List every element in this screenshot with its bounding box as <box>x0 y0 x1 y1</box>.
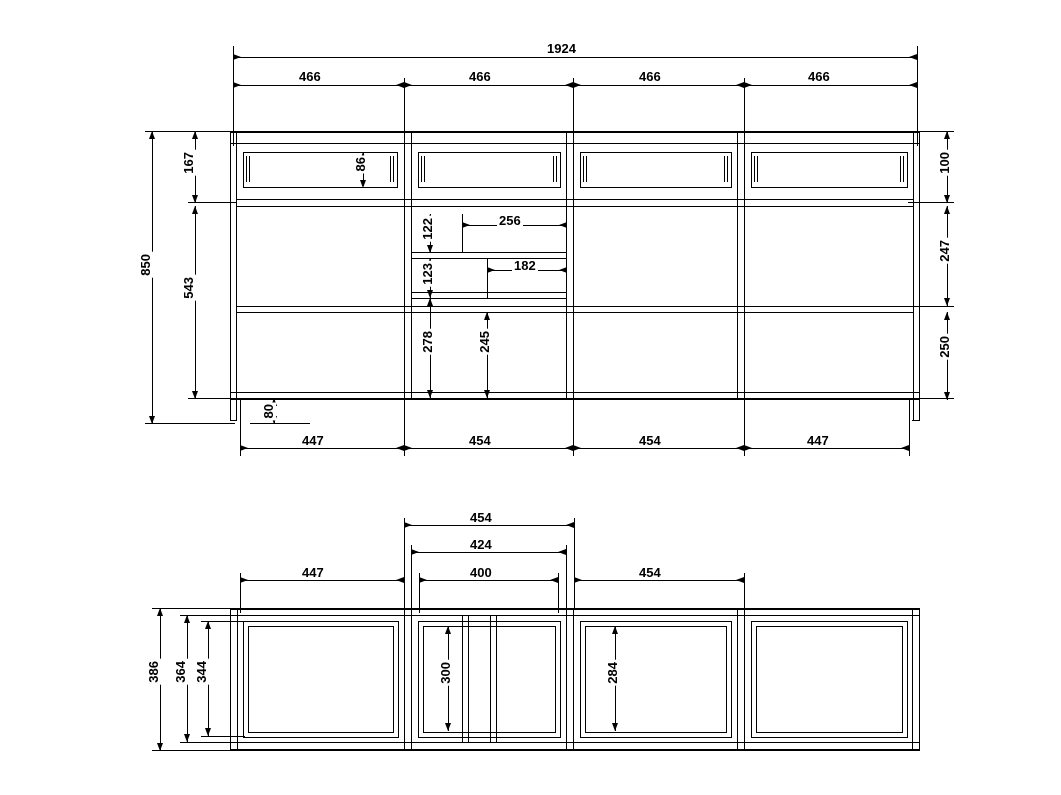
arrow-left <box>736 577 744 583</box>
arrow-left <box>566 522 574 528</box>
ext-line <box>145 423 235 424</box>
arrow-down <box>205 728 211 736</box>
dim-bottom-4: 447 <box>807 433 829 448</box>
inner-shelf-a <box>411 252 567 253</box>
dim-122: 122 <box>420 218 435 240</box>
dim-123: 123 <box>420 263 435 285</box>
arrow-right <box>573 82 581 88</box>
drawer-slide-tick <box>393 156 394 182</box>
arrow-left <box>736 82 744 88</box>
plan-top-edge-2 <box>230 615 920 616</box>
arrow-right <box>240 445 248 451</box>
ext-line <box>566 545 567 611</box>
ext-line <box>240 573 241 613</box>
dim-line-plan-447 <box>240 580 404 581</box>
dim-line-plan-424 <box>411 552 566 553</box>
arrow-left <box>396 82 404 88</box>
ext-line <box>908 306 954 307</box>
dim-256: 256 <box>499 213 521 228</box>
drawer-slide-tick <box>246 156 247 182</box>
drawer-slide-tick <box>249 156 250 182</box>
dim-top-4: 466 <box>808 69 830 84</box>
dim-line-543 <box>195 206 196 399</box>
plan-divider-1-right <box>411 608 412 749</box>
ext-line <box>908 202 954 203</box>
arrow-down <box>427 290 433 298</box>
arrow-left <box>901 445 909 451</box>
plan-right-edge-2 <box>912 608 913 751</box>
drawer-slide-tick <box>724 156 725 182</box>
arrow-up <box>205 621 211 629</box>
drawer-slide-tick <box>586 156 587 182</box>
arrow-left <box>559 267 567 273</box>
arrow-right <box>233 54 241 60</box>
dim-bottom-2: 454 <box>469 433 491 448</box>
arrow-up <box>149 131 155 139</box>
drawer-slide-tick <box>900 156 901 182</box>
ext-line <box>744 573 745 613</box>
dim-386: 386 <box>146 661 161 683</box>
divider-2-right <box>573 131 574 398</box>
ext-line <box>908 398 954 399</box>
shelf-mid <box>236 306 913 307</box>
arrow-right <box>573 445 581 451</box>
plan-door-panel-4-inner <box>756 626 903 733</box>
ext-line <box>411 545 412 611</box>
ext-line <box>180 742 236 743</box>
ext-line <box>574 518 575 608</box>
ext-line <box>152 608 234 609</box>
dim-100: 100 <box>937 152 952 174</box>
arrow-left <box>909 82 917 88</box>
plan-divider-2-left <box>566 608 567 749</box>
arrow-left <box>550 577 558 583</box>
dim-86: 86 <box>353 157 368 172</box>
shelf-drawer-bottom-2 <box>236 206 913 207</box>
cabinet-right-inner-edge <box>913 131 914 421</box>
arrow-up <box>944 131 950 139</box>
arrow-down <box>445 723 451 731</box>
arrow-down <box>484 390 490 398</box>
ext-line <box>404 518 405 608</box>
arrow-left <box>909 54 917 60</box>
ext-line <box>201 621 245 622</box>
drawer-slide-tick <box>553 156 554 182</box>
dim-543: 543 <box>181 277 196 299</box>
drawer-slide-tick <box>727 156 728 182</box>
arrow-up <box>944 312 950 320</box>
ext-line <box>201 736 245 737</box>
inner-shelf-a2 <box>411 258 567 259</box>
arrow-right <box>233 82 241 88</box>
shelf-mid-2 <box>236 312 913 313</box>
arrow-up <box>612 626 618 634</box>
dim-167: 167 <box>181 152 196 174</box>
ext-line <box>188 398 236 399</box>
dim-278: 278 <box>420 331 435 353</box>
dim-top-1: 466 <box>299 69 321 84</box>
arrow-down <box>427 390 433 398</box>
plan-bottom-edge-2 <box>230 742 920 743</box>
arrow-left <box>559 222 567 228</box>
arrow-up <box>427 298 433 306</box>
arrow-up <box>157 608 163 616</box>
arrow-left <box>736 445 744 451</box>
dim-364: 364 <box>173 661 188 683</box>
inner-part-vertical-a <box>462 214 463 252</box>
ext-line <box>152 750 234 751</box>
drawer-slide-tick <box>754 156 755 182</box>
plan-left-edge-2 <box>237 608 238 751</box>
plan-left-edge <box>230 608 231 751</box>
drawer-front-4 <box>751 152 908 188</box>
divider-2-left <box>566 131 567 398</box>
drawer-slide-tick <box>390 156 391 182</box>
plan-divider-3-right <box>744 608 745 749</box>
arrow-right <box>487 267 495 273</box>
arrow-left <box>558 549 566 555</box>
arrow-left <box>565 82 573 88</box>
arrow-right <box>419 577 427 583</box>
arrow-right <box>744 445 752 451</box>
drawer-slide-tick <box>903 156 904 182</box>
drawer-front-3 <box>580 152 732 188</box>
arrow-right <box>744 82 752 88</box>
drawer-front-1 <box>243 152 398 188</box>
dim-300: 300 <box>438 662 453 684</box>
arrow-up <box>944 206 950 214</box>
cabinet-top-edge <box>230 131 920 133</box>
dim-line-plan-454-right <box>574 580 744 581</box>
plan-right-edge <box>919 608 920 751</box>
dim-850: 850 <box>138 254 153 276</box>
arrow-down <box>427 245 433 253</box>
ext-line <box>145 131 235 132</box>
inner-shelf-b <box>411 292 567 293</box>
arrow-right <box>411 549 419 555</box>
dim-top-3: 466 <box>639 69 661 84</box>
dim-plan-454-right: 454 <box>639 565 661 580</box>
plan-center-line-b <box>468 615 469 742</box>
dim-80: 80 <box>261 404 276 419</box>
divider-1-left <box>404 131 405 398</box>
dim-plan-424: 424 <box>470 537 492 552</box>
plan-divider-1-left <box>404 608 405 749</box>
arrow-right <box>404 445 412 451</box>
plan-top-edge <box>230 608 920 610</box>
dim-plan-447: 447 <box>302 565 324 580</box>
arrow-up <box>192 206 198 214</box>
divider-3-left <box>737 131 738 398</box>
dim-line-245 <box>487 312 488 398</box>
ext-line <box>908 131 954 132</box>
drawer-slide-tick <box>424 156 425 182</box>
cabinet-bottom-rail-top <box>230 392 920 393</box>
dim-plan-400: 400 <box>470 565 492 580</box>
arrow-up <box>192 131 198 139</box>
cabinet-top-rail-bottom <box>230 143 920 144</box>
arrow-up <box>445 626 451 634</box>
drawer-slide-tick <box>583 156 584 182</box>
plan-divider-3-left <box>737 608 738 749</box>
dim-plan-454-top: 454 <box>470 510 492 525</box>
plan-door-panel-1-inner <box>248 626 394 733</box>
dim-overall-width: 1924 <box>547 41 576 56</box>
cabinet-left-inner-edge <box>236 131 237 421</box>
ext-line <box>188 202 236 203</box>
cabinet-left-edge <box>230 131 231 421</box>
arrow-right <box>462 222 470 228</box>
dim-bottom-3: 454 <box>639 433 661 448</box>
dim-182: 182 <box>514 258 536 273</box>
arrow-right <box>240 577 248 583</box>
divider-3-right <box>744 131 745 398</box>
dim-bottom-1: 447 <box>302 433 324 448</box>
leg-left-foot <box>230 420 237 421</box>
leg-right-foot <box>912 420 920 421</box>
plan-center-line-c <box>490 615 491 742</box>
drawer-slide-tick <box>421 156 422 182</box>
ext-line <box>909 400 910 456</box>
dim-250: 250 <box>937 336 952 358</box>
arrow-left <box>396 445 404 451</box>
plan-divider-2-right <box>573 608 574 749</box>
inner-part-vertical-b <box>487 258 488 298</box>
dim-line-plan-454 <box>404 525 574 526</box>
dim-247: 247 <box>937 240 952 262</box>
dim-245: 245 <box>477 331 492 353</box>
dim-344: 344 <box>194 661 209 683</box>
arrow-down <box>612 723 618 731</box>
cabinet-bottom-edge <box>230 398 920 400</box>
ext-line <box>419 573 420 613</box>
plan-center-line-d <box>496 615 497 742</box>
drawer-slide-tick <box>757 156 758 182</box>
divider-1-right <box>411 131 412 398</box>
cabinet-right-edge <box>919 131 920 421</box>
arrow-up <box>484 312 490 320</box>
plan-bottom-edge <box>230 749 920 751</box>
ext-line <box>250 398 310 399</box>
shelf-drawer-bottom <box>236 199 913 200</box>
dim-284: 284 <box>605 662 620 684</box>
dim-line-overall-width <box>233 57 917 58</box>
arrow-down <box>944 298 950 306</box>
arrow-right <box>404 82 412 88</box>
ext-line <box>180 615 236 616</box>
arrow-up <box>184 615 190 623</box>
dim-line-plan-400 <box>419 580 558 581</box>
arrow-down <box>184 734 190 742</box>
arrow-right <box>404 522 412 528</box>
dim-top-2: 466 <box>469 69 491 84</box>
arrow-right <box>574 577 582 583</box>
ext-line <box>558 573 559 613</box>
arrow-left <box>396 577 404 583</box>
drawer-slide-tick <box>556 156 557 182</box>
ext-line <box>250 423 310 424</box>
arrow-left <box>565 445 573 451</box>
arrow-down <box>360 180 366 188</box>
plan-center-line-a <box>462 615 463 742</box>
inner-shelf-b2 <box>411 298 567 299</box>
drawer-front-2 <box>418 152 561 188</box>
